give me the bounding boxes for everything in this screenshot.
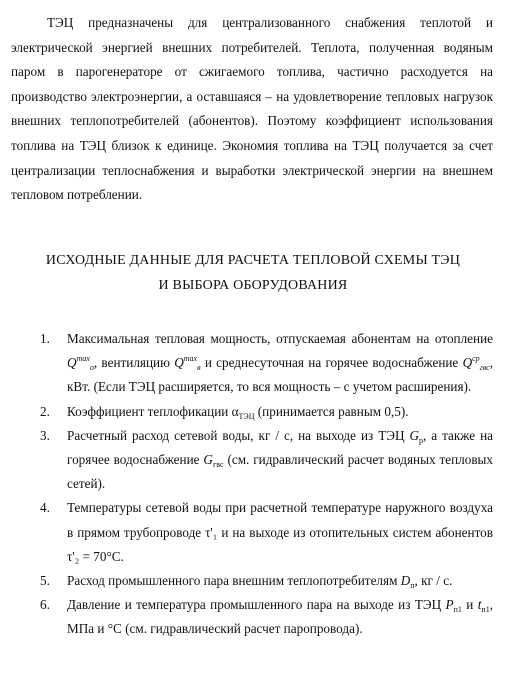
list-item-number: 4. [40, 500, 50, 516]
list-item-text [67, 327, 493, 400]
symbol-g-p: G [409, 427, 419, 443]
section-heading-line-1: ИСХОДНЫЕ ДАННЫЕ ДЛЯ РАСЧЕТА ТЕПЛОВОЙ СХЕМЫ ТЭЦ [45, 253, 461, 268]
text-fragment: , вентиляцию [93, 355, 175, 371]
text-fragment: и среднесуточная на горячее водоснабжение [200, 355, 463, 371]
list-item [40, 496, 493, 569]
symbol-t: t [477, 597, 482, 613]
list-item-text: Давление и температура промышленного пара на выходе из ТЭЦ $P_{п1}$ и $t_{п1}$, МПа и °С (см. гидравлический расчет паропровода). [67, 597, 493, 637]
list-item [40, 400, 493, 424]
list-item-text: Коэффициент теплофикации $\alpha_{ТЭЦ}$ (принимается равным 0,5). [67, 403, 409, 421]
section-heading-line-2: И ВЫБОРА ОБОРУДОВАНИЯ [158, 278, 348, 293]
list-item-number: 5. [40, 573, 50, 589]
symbol-q-hot-water: $Q^{ср}_{гвс}$ [462, 354, 490, 373]
intro-paragraph: ТЭЦ предназначены для централизованного снабжения теплотой и электрической энергией внешних потребителей. Теплота, полученная водяным паром в парогенераторе от сжигаемого топлива, частично расходуется на производство электроэнергии, а оставшаяся – на удовлетворение тепловых нагрузок внешних теплопотребителей (абонентов). Поэтому коэффициент использования топлива на ТЭЦ близок к единице. Экономия топлива на ТЭЦ получается за счет централизации теплоснабжения и выработки электрической энергии на внешнем тепловом потреблении. [11, 15, 493, 203]
initial-data-list [40, 327, 493, 642]
symbol-q-ventilation: $Q^{max}_в$ [174, 354, 201, 373]
symbol-q-heating: $Q^{max}_o$ [67, 354, 94, 373]
list-item-number: 2. [40, 403, 50, 419]
symbol-d: D [400, 573, 411, 589]
symbol-g-gvs: G [203, 452, 213, 468]
list-item-text: Расчетный расход сетевой воды, кг / с, на выходе из ТЭЦ $G_p$, а также на горячее водоснабжение $G_{гвс}$ (см. гидравлический расчет водяных тепловых сетей). [67, 427, 493, 492]
text-fragment: , кВт. (Если ТЭЦ расширяется, то вся мощность – с учетом расширения). [67, 355, 493, 395]
list-item [40, 593, 493, 641]
list-item-number: 1. [40, 331, 50, 346]
list-item-number: 3. [40, 427, 50, 443]
list-item-text: Расход промышленного пара внешним теплопотребителям $D_п$, кг / с. [67, 573, 453, 591]
list-item-number: 6. [40, 597, 50, 613]
symbol-p: P [445, 597, 454, 613]
list-item [40, 569, 493, 593]
list-item [40, 327, 493, 400]
text-fragment: Максимальная тепловая мощность, отпускаемая абонентам на отопление [67, 331, 493, 346]
list-item [40, 424, 493, 497]
list-item-text: Температуры сетевой воды при расчетной температуре наружного воздуха в прямом трубопроводе τ'₁ и на выходе из отопительных систем абонентов τ'₂ = 70°С. [67, 500, 493, 564]
